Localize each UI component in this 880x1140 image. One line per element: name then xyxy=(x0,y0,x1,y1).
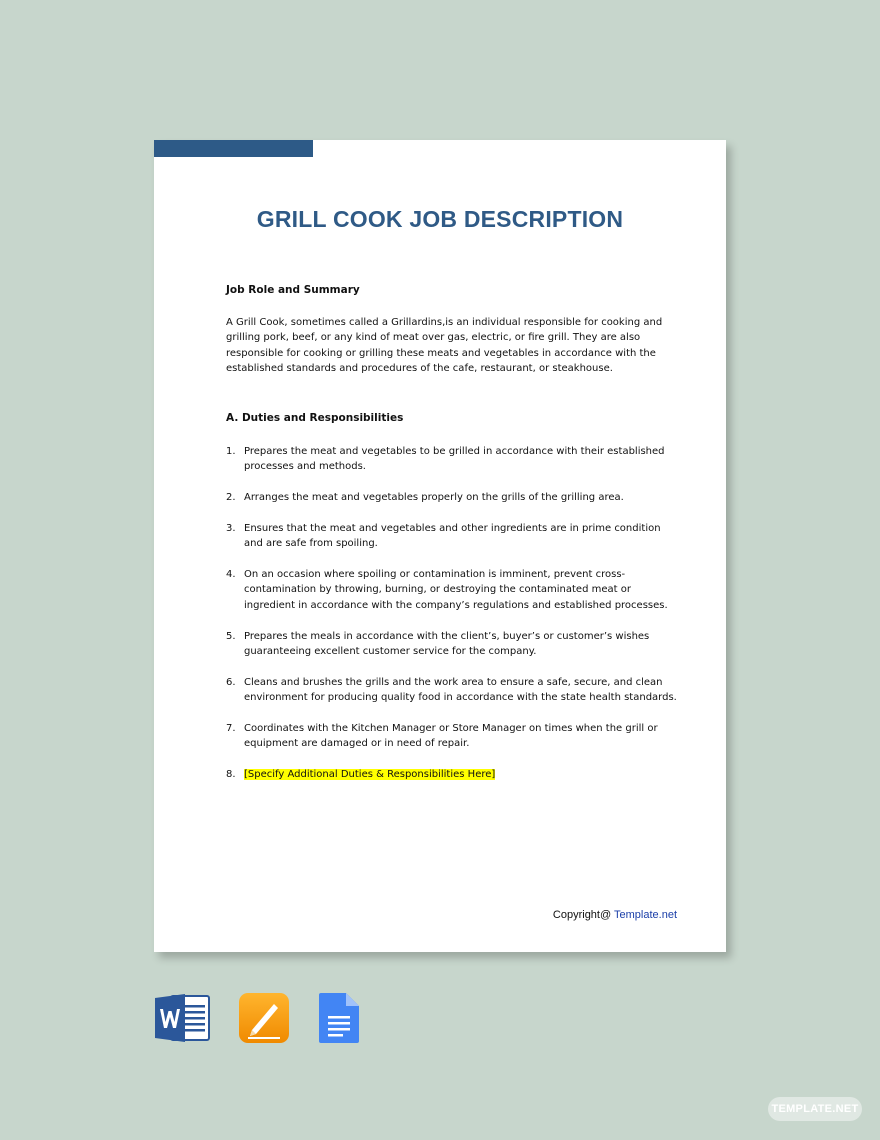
list-item-number: 4. xyxy=(226,569,236,581)
google-docs-icon[interactable] xyxy=(318,992,360,1044)
list-item-text: Arranges the meat and vegetables properly on the grills of the grilling area. xyxy=(244,492,624,504)
list-item-number: 6. xyxy=(226,676,236,688)
list-item-text: Coordinates with the Kitchen Manager or Store Manager on times when the grill or equipment are damaged or in need of repair. xyxy=(244,722,658,750)
copyright-footer xyxy=(553,909,677,921)
summary-text: A Grill Cook, sometimes called a Grillardins,is an individual responsible for cooking and grilling pork, beef, or any kind of meat over gas, electric, or fire grill. They are also responsible for cooking or grilling these meats and vegetables in accordance with the established standards and procedures of the cafe, restaurant, or steakhouse. xyxy=(226,317,663,374)
list-item xyxy=(226,675,682,706)
list-item xyxy=(226,767,682,782)
accent-bar xyxy=(154,140,313,157)
list-item xyxy=(226,521,682,552)
pages-icon[interactable] xyxy=(238,992,290,1044)
document-content xyxy=(226,283,682,798)
placeholder-highlight: [Specify Additional Duties & Responsibilities Here] xyxy=(244,768,496,780)
list-item-number: 2. xyxy=(226,492,236,504)
duties-heading: A. Duties and Responsibilities xyxy=(226,412,404,425)
duties-list xyxy=(226,444,682,782)
list-item xyxy=(226,721,682,752)
list-item-text: Prepares the meat and vegetables to be grilled in accordance with their established processes and methods. xyxy=(244,446,665,473)
template-net-watermark: TEMPLATE.NET xyxy=(768,1097,862,1121)
list-item-text: On an occasion where spoiling or contamination is imminent, prevent cross-contamination by throwing, burning, or destroying the contaminated meat or ingredient in accordance with the company’s regulations and established processes. xyxy=(244,569,668,611)
copyright-label: Copyright@ xyxy=(552,909,615,921)
list-item-number: 7. xyxy=(226,722,236,734)
list-item xyxy=(226,490,682,505)
list-item-number: 3. xyxy=(226,523,236,535)
list-item-text: Prepares the meals in accordance with the client’s, buyer’s or customer’s wishes guaranteeing excellent customer service for the company. xyxy=(244,630,650,657)
list-item xyxy=(226,444,682,475)
list-item-text: Cleans and brushes the grills and the work area to ensure a safe, secure, and clean environment for producing quality food in accordance with the state health standards. xyxy=(244,676,677,703)
document-page xyxy=(154,140,726,952)
summary-heading: Job Role and Summary xyxy=(226,284,360,296)
list-item-text: Ensures that the meat and vegetables and other ingredients are in prime condition and are safe from spoiling. xyxy=(244,523,661,550)
document-title: GRILL COOK JOB DESCRIPTION xyxy=(256,206,624,232)
list-item xyxy=(226,567,682,613)
list-item xyxy=(226,629,682,660)
copyright-link[interactable]: Template.net xyxy=(614,909,677,921)
list-item-number: 8. xyxy=(226,768,236,780)
list-item-number: 1. xyxy=(226,446,236,458)
word-icon[interactable] xyxy=(155,992,211,1044)
list-item-number: 5. xyxy=(226,630,236,642)
